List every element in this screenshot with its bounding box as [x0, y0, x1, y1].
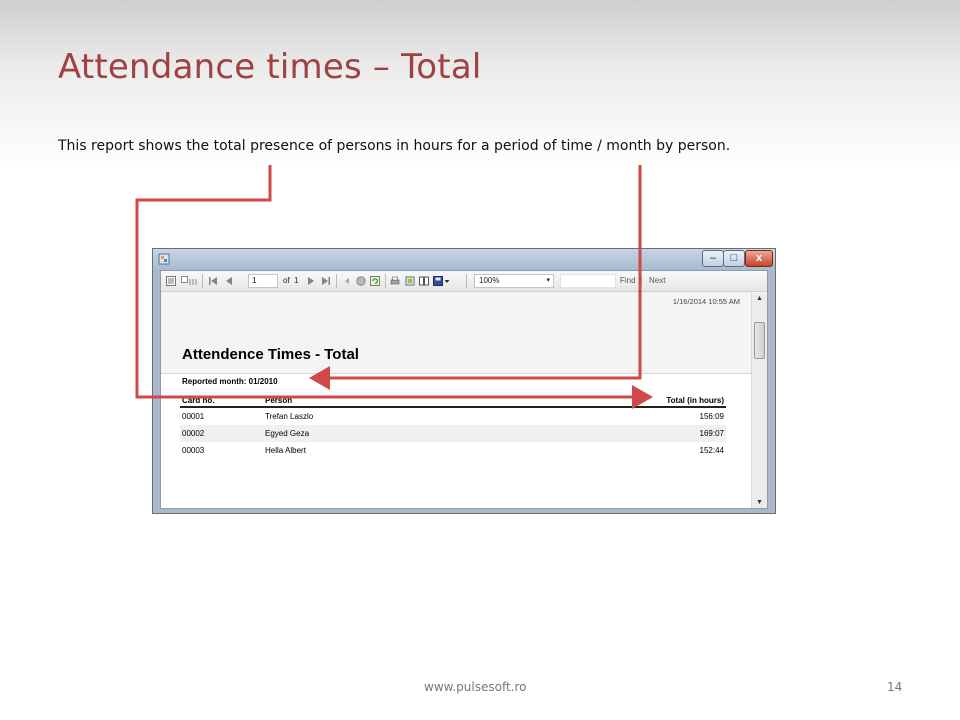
cell-person: Trefan Laszlo [265, 412, 314, 421]
toggle-tree-icon[interactable] [166, 276, 176, 286]
page-setup-icon[interactable] [419, 276, 429, 286]
report-header [161, 293, 751, 374]
parameters-icon[interactable] [181, 276, 197, 286]
cell-total-hours: 152:44 [699, 446, 724, 455]
toolbar-separator [466, 274, 467, 288]
scroll-up-icon[interactable]: ▲ [756, 295, 763, 302]
zoom-select[interactable] [474, 274, 554, 288]
column-header-card-no: Card no. [182, 396, 215, 405]
window-titlebar[interactable] [153, 249, 775, 270]
toolbar-separator [336, 274, 337, 288]
report-title: Attendence Times - Total [182, 346, 359, 363]
minimize-button[interactable]: – [702, 250, 724, 267]
cell-card-no: 00003 [182, 446, 205, 455]
export-dropdown-icon[interactable] [444, 276, 450, 286]
stop-icon[interactable] [356, 276, 366, 286]
reported-month: Reported month: 01/2010 [182, 377, 278, 386]
print-layout-icon[interactable] [405, 276, 415, 286]
table-row [180, 408, 726, 425]
scrollbar-thumb[interactable] [754, 322, 765, 359]
export-icon[interactable] [433, 276, 443, 286]
next-page-icon[interactable] [306, 276, 316, 286]
slide-subtitle: This report shows the total presence of persons in hours for a period of time / month by person. [58, 138, 731, 154]
report-toolbar [161, 271, 767, 292]
page-of-label: of [283, 276, 290, 285]
cell-card-no: 00001 [182, 412, 205, 421]
table-row [180, 425, 726, 442]
refresh-icon[interactable] [370, 276, 380, 286]
attendance-table [180, 394, 726, 459]
toolbar-separator [202, 274, 203, 288]
toolbar-separator [641, 276, 642, 286]
chevron-down-icon: ▾ [546, 277, 550, 284]
find-text-input[interactable] [560, 274, 616, 288]
maximize-button[interactable]: □ [723, 250, 745, 267]
vertical-scrollbar[interactable] [751, 293, 767, 508]
cell-total-hours: 169:07 [699, 429, 724, 438]
print-icon[interactable] [390, 276, 400, 286]
find-link[interactable]: Find [620, 276, 636, 285]
toolbar-separator [385, 274, 386, 288]
report-page [161, 293, 751, 508]
footer-url: www.pulsesoft.ro [424, 680, 527, 694]
last-page-icon[interactable] [321, 276, 331, 286]
report-viewer-window [152, 248, 776, 514]
slide-title: Attendance times – Total [58, 47, 482, 87]
cell-person: Egyed Geza [265, 429, 310, 438]
app-icon [158, 253, 170, 265]
back-icon[interactable] [342, 276, 352, 286]
cell-card-no: 00002 [182, 429, 205, 438]
total-pages-label: 1 [294, 276, 299, 285]
find-next-link[interactable]: Next [649, 276, 666, 285]
scroll-down-icon[interactable]: ▼ [756, 499, 763, 506]
close-button[interactable]: x [745, 250, 773, 267]
previous-page-icon[interactable] [224, 276, 234, 286]
report-timestamp: 1/16/2014 10:55 AM [672, 297, 740, 306]
cell-total-hours: 156:09 [699, 412, 724, 421]
column-header-total-hours: Total (in hours) [666, 396, 724, 405]
column-header-person: Person [265, 396, 293, 405]
window-client-area [160, 270, 768, 509]
cell-person: Hella Albert [265, 446, 306, 455]
page-number-input[interactable]: 1 [248, 274, 278, 288]
table-header [180, 394, 726, 408]
table-row [180, 442, 726, 459]
page-number: 14 [887, 680, 903, 694]
zoom-value: 100% [479, 276, 500, 285]
first-page-icon[interactable] [208, 276, 218, 286]
